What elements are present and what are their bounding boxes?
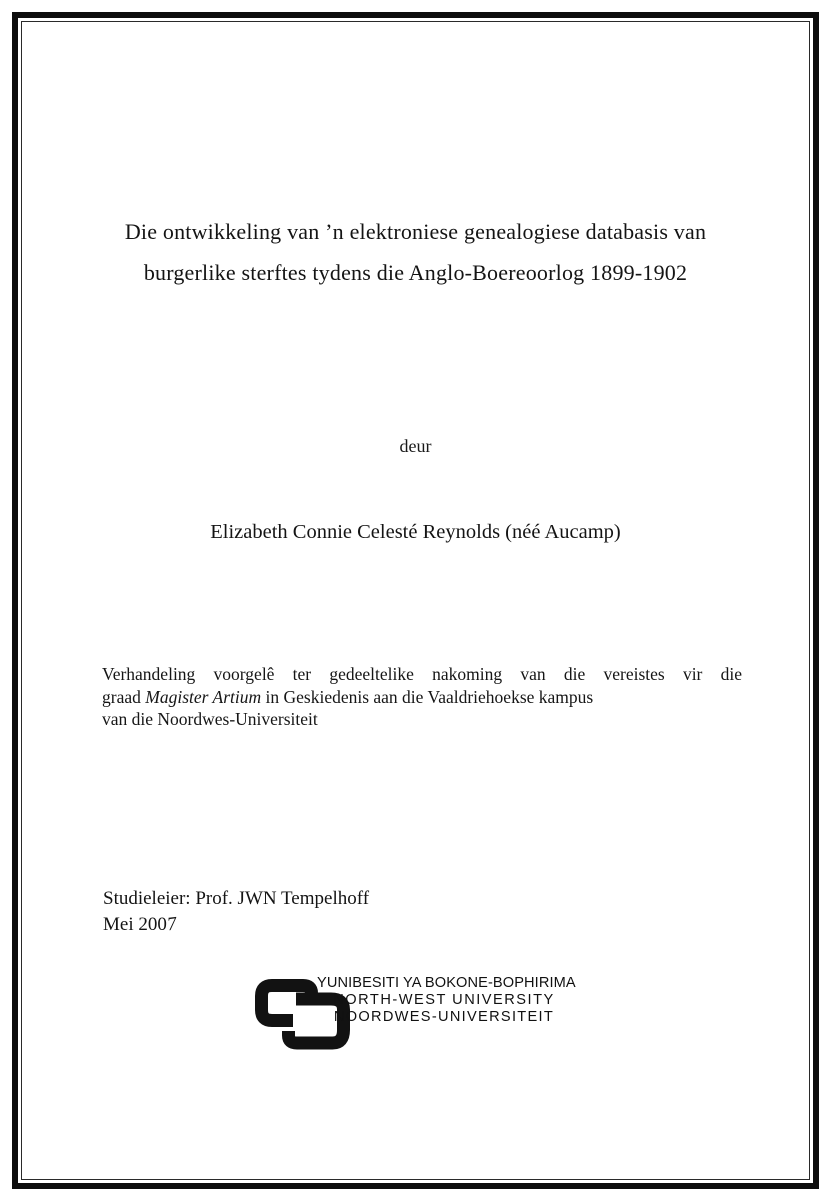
degree-name-italic: Magister Artium — [145, 686, 262, 707]
logo-line-afrikaans: NOORDWES-UNIVERSITEIT — [333, 1008, 555, 1025]
supervisor-line: Studieleier: Prof. JWN Tempelhoff — [103, 888, 370, 909]
scanned-seven-glyph: 7 — [166, 912, 177, 936]
logo-line-setswana: YUNIBESITI YA BOKONE-BOPHIRIMA — [317, 975, 576, 991]
statement-line-1: Verhandeling voorgelê ter gedeeltelike nakoming van die vereistes vir die — [102, 664, 742, 684]
supervisor-block — [103, 886, 369, 937]
page-title — [60, 211, 771, 293]
nwu-logo-wordmark — [317, 975, 576, 1025]
title-line-2: burgerlike sterftes tydens die Anglo-Boereoorlog 1899-1902 — [143, 260, 688, 285]
byline: deur — [399, 436, 432, 456]
statement-line-3: van die Noordwes-Universiteit — [102, 709, 318, 729]
author-name: Elizabeth Connie Celesté Reynolds (néé Aucamp) — [210, 521, 621, 543]
statement-line-2: graad Magister Artium in Geskiedenis aan die Vaaldriehoekse kampus — [102, 686, 594, 707]
title-line-1: Die ontwikkeling van ’n elektroniese genealogiese databasis van — [124, 219, 707, 244]
date-line: Mei 2007 — [103, 912, 369, 938]
degree-statement — [102, 663, 742, 731]
logo-line-english: NORTH-WEST UNIVERSITY — [333, 991, 555, 1008]
